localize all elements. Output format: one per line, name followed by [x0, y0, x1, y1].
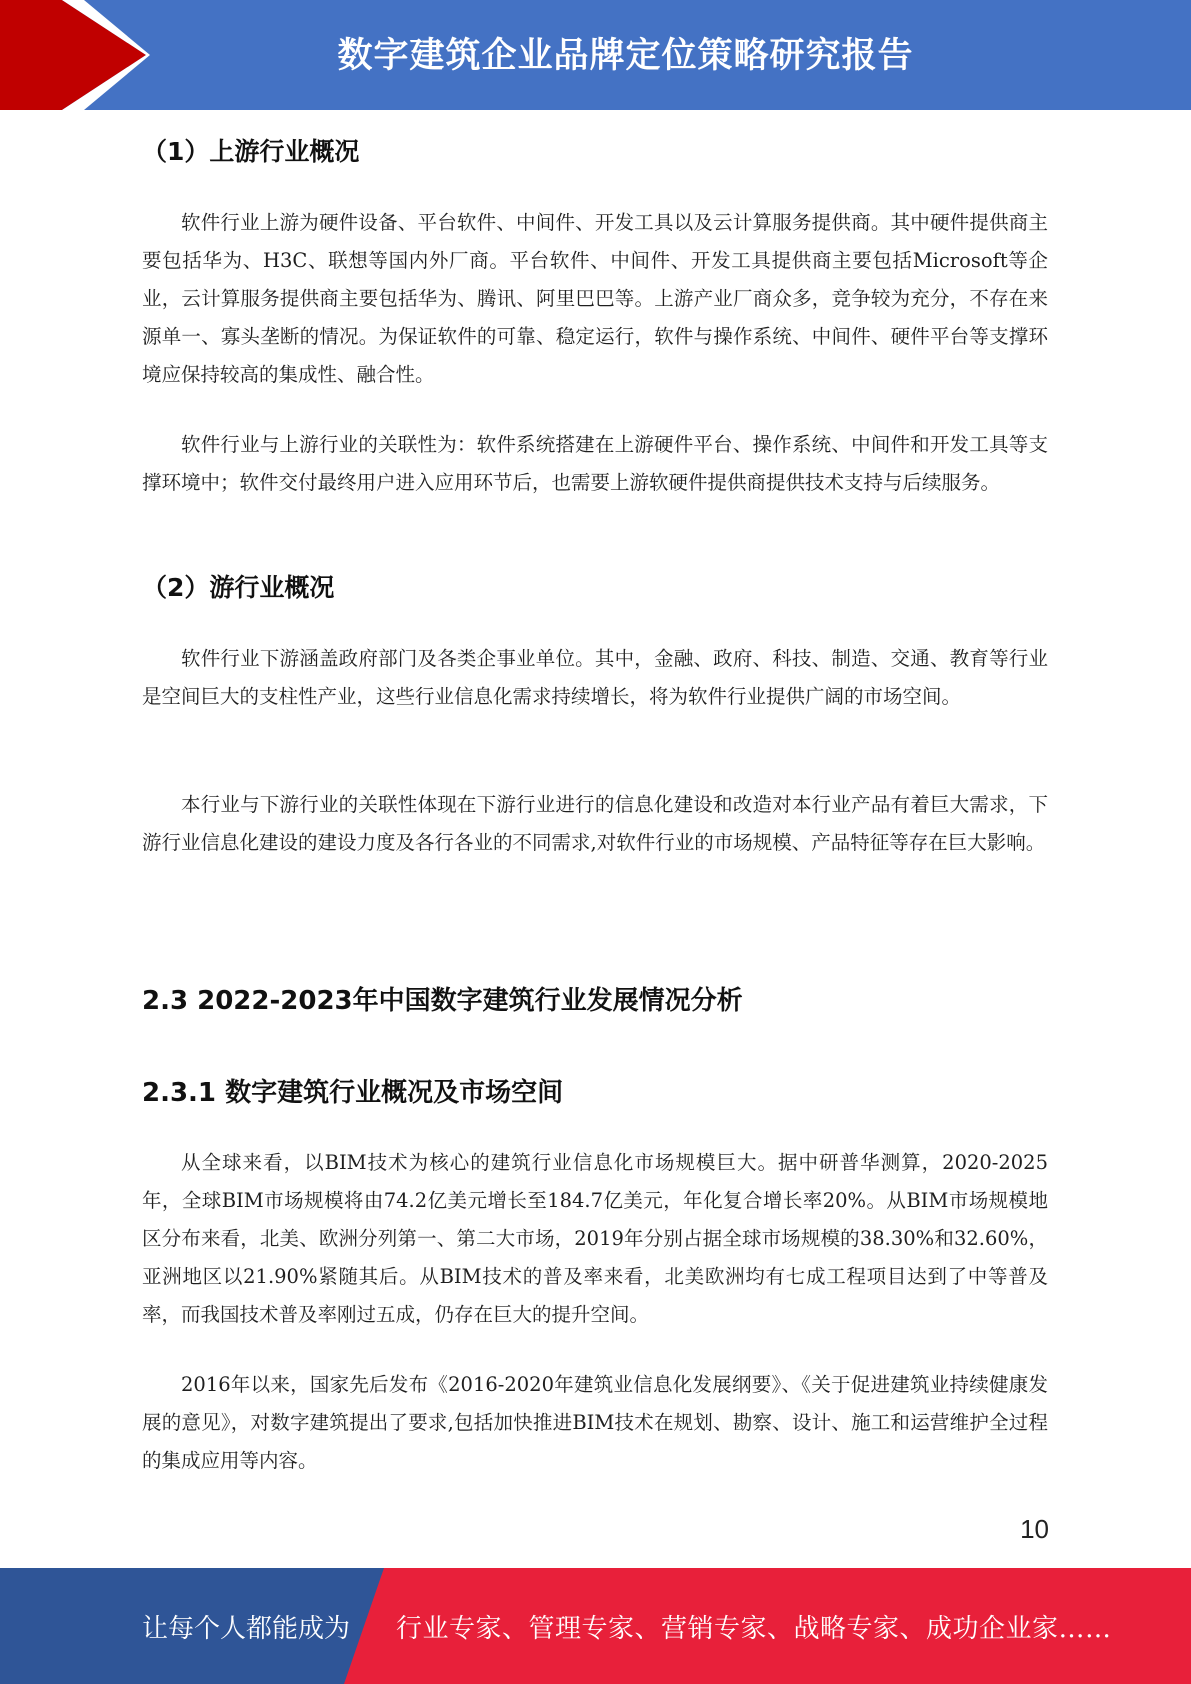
- section-heading-upstream: （1）上游行业概况: [142, 137, 360, 166]
- page-footer: [0, 1568, 1191, 1684]
- paragraph-downstream-2: 本行业与下游行业的关联性体现在下游行业进行的信息化建设和改造对本行业产品有着巨大需求，下游行业信息化建设的建设力度及各行各业的不同需求,对软件行业的市场规模、产品特征等存在巨大影响。: [142, 793, 1048, 854]
- paragraph-upstream-2: 软件行业与上游行业的关联性为：软件系统搭建在上游硬件平台、操作系统、中间件和开发工具等支撑环境中；软件交付最终用户进入应用环节后，也需要上游软硬件提供商提供技术支持与后续服务。: [142, 433, 1048, 494]
- paragraph-upstream-1: 软件行业上游为硬件设备、平台软件、中间件、开发工具以及云计算服务提供商。其中硬件提供商主要包括华为、H3C、联想等国内外厂商。平台软件、中间件、开发工具提供商主要包括Microsoft等企业，云计算服务提供商主要包括华为、腾讯、阿里巴巴等。上游产业厂商众多，竞争较为充分，不存在来源单一、寡头垄断的情况。为保证软件的可靠、稳定运行，软件与操作系统、中间件、硬件平台等支撑环境应保持较高的集成性、融合性。: [142, 211, 1048, 386]
- report-title: 数字建筑企业品牌定位策略研究报告: [337, 36, 914, 76]
- section-heading-downstream: （2）游行业概况: [142, 573, 335, 602]
- header-chevron-decoration: [0, 0, 160, 110]
- paragraph-2-3-1-1: 从全球来看，以BIM技术为核心的建筑行业信息化市场规模巨大。据中研普华测算，2020-2025年，全球BIM市场规模将由74.2亿美元增长至184.7亿美元，年化复合增长率20%。从BIM市场规模地区分布来看，北美、欧洲分列第一、第二大市场，2019年分别占据全球市场规模的38.30%和32.60%，亚洲地区以21.90%紧随其后。从BIM技术的普及率来看，北美欧洲均有七成工程项目达到了中等普及率，而我国技术普及率刚过五成，仍存在巨大的提升空间。: [142, 1151, 1048, 1326]
- footer-slogan-right: 行业专家、管理专家、营销专家、战略专家、成功企业家……: [396, 1613, 1112, 1644]
- footer-slogan-left: 让每个人都能成为: [142, 1613, 351, 1644]
- page-number: 10: [1020, 1514, 1049, 1544]
- section-heading-2-3-1: 2.3.1 数字建筑行业概况及市场空间: [142, 1078, 564, 1108]
- page-header: [0, 0, 1191, 110]
- paragraph-downstream-1: 软件行业下游涵盖政府部门及各类企事业单位。其中，金融、政府、科技、制造、交通、教育等行业是空间巨大的支柱性产业，这些行业信息化需求持续增长，将为软件行业提供广阔的市场空间。: [142, 647, 1048, 708]
- section-heading-2-3: 2.3 2022-2023年中国数字建筑行业发展情况分析: [142, 986, 743, 1016]
- paragraph-2-3-1-2: 2016年以来，国家先后发布《2016-2020年建筑业信息化发展纲要》、《关于促进建筑业持续健康发展的意见》，对数字建筑提出了要求,包括加快推进BIM技术在规划、勘察、设计、施工和运营维护全过程的集成应用等内容。: [142, 1373, 1048, 1472]
